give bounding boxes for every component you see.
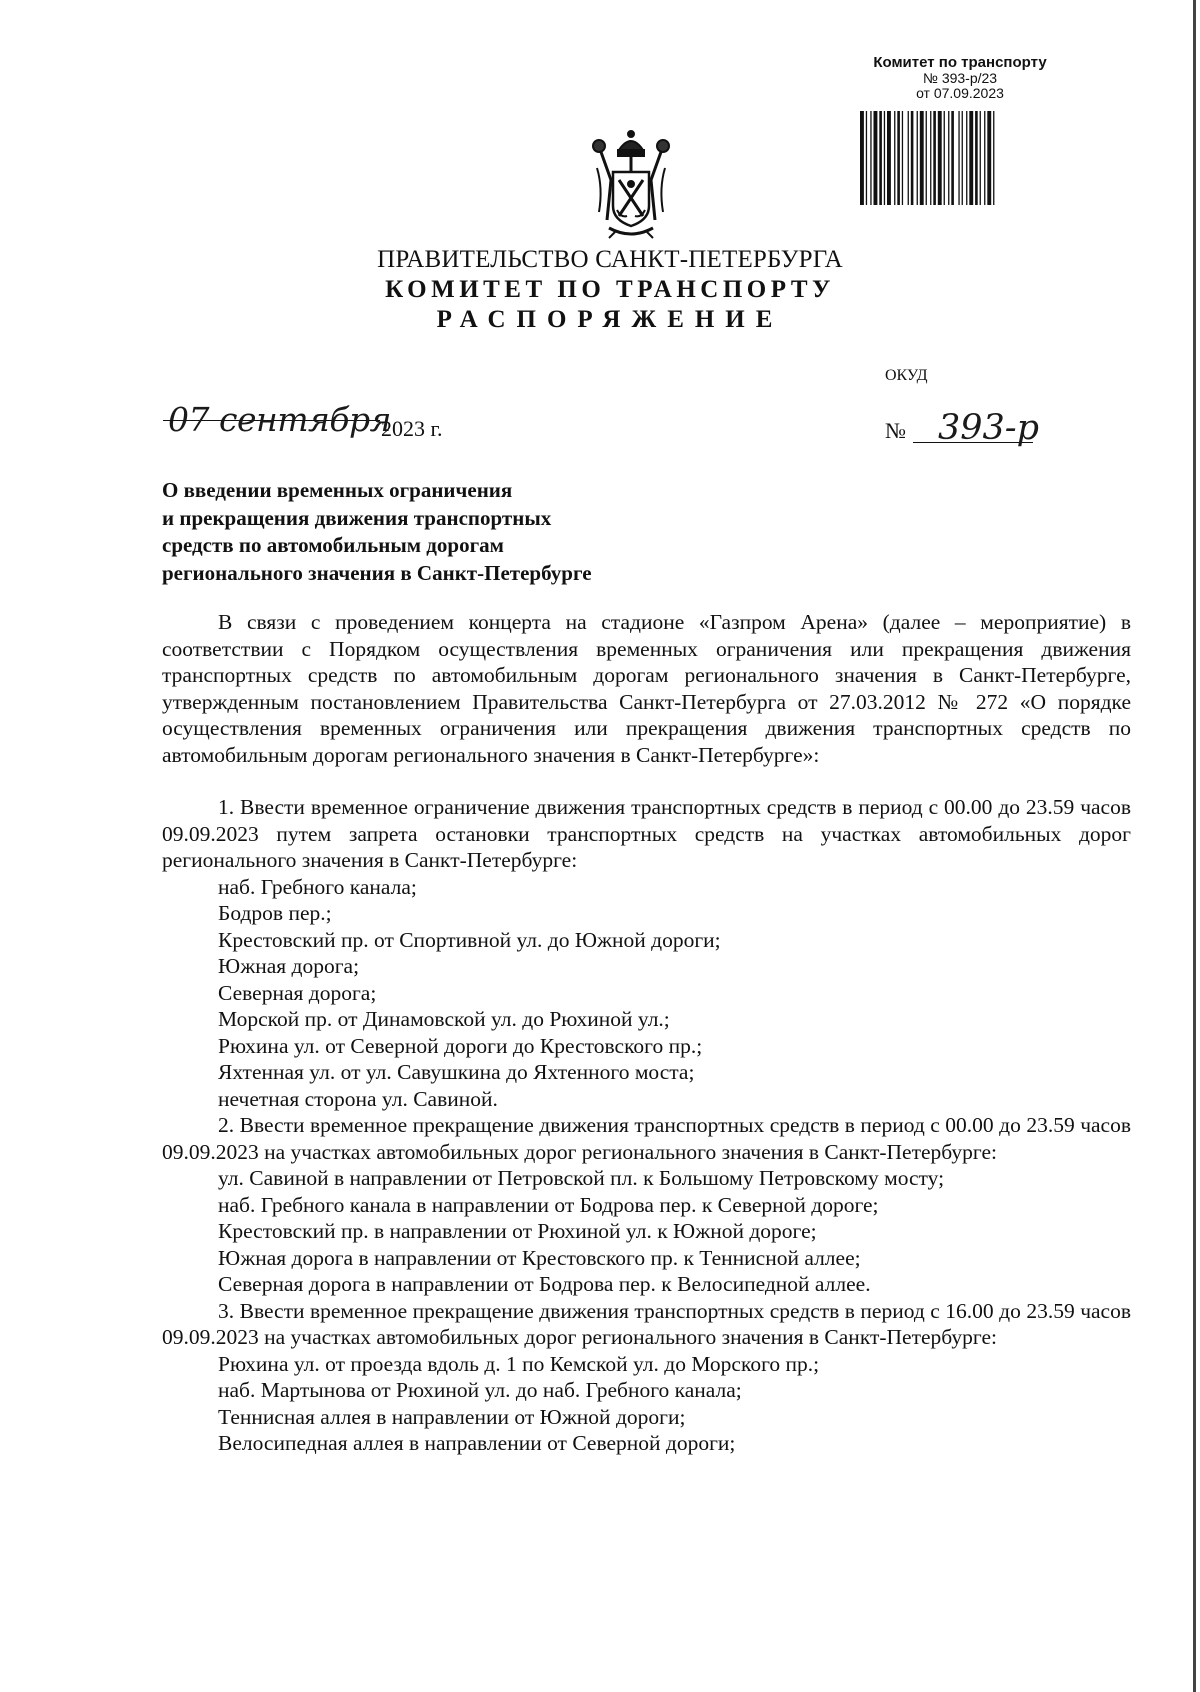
list-item: Рюхина ул. от проезда вдоль д. 1 по Кемской ул. до Морского пр.; — [218, 1351, 820, 1376]
preamble-paragraph: В связи с проведением концерта на стадионе «Газпром Арена» (далее – мероприятие) в соответствии с Порядком осуществления временных ограничения или прекращения движения транспортных средств по автомобильным дорогам регионального значения в Санкт-Петербурге, утвержденным постановлением Правительства Санкт-Петербурга от 27.03.2012 № 272 «О порядке осуществления временных ограничения или прекращения движения транспортных средств по автомобильным дорогам регионального значения в Санкт-Петербурге»: — [162, 610, 1131, 767]
document-body — [162, 609, 1131, 1457]
list-item: наб. Гребного канала в направлении от Бодрова пер. к Северной дороге; — [218, 1192, 879, 1217]
list-item: наб. Гребного канала; — [218, 874, 417, 899]
date-handwritten: 07 сентября — [168, 400, 391, 439]
list-item: Велосипедная аллея в направлении от Северной дороги; — [218, 1431, 736, 1455]
committee-title: КОМИТЕТ ПО ТРАНСПОРТУ — [385, 276, 835, 303]
list-item: Северная дорога; — [218, 980, 377, 1005]
coat-of-arms-icon — [589, 128, 673, 240]
list-item: ул. Савиной в направлении от Петровской пл. к Большому Петровскому мосту; — [218, 1166, 945, 1190]
document-subject — [162, 477, 592, 587]
list-item: Яхтенная ул. от ул. Савушкина до Яхтенного моста; — [218, 1060, 695, 1084]
subject-line: и прекращения движения транспортных — [162, 505, 552, 530]
list-item: Теннисная аллея в направлении от Южной дороги; — [218, 1404, 686, 1429]
document-type: РАСПОРЯЖЕНИЕ — [436, 306, 784, 333]
okud-label: ОКУД — [885, 367, 928, 384]
date-year: 2023 г. — [381, 416, 443, 441]
barcode-image — [858, 111, 1062, 205]
point-3-text: 3. Ввести временное прекращение движения транспортных средств в период с 16.00 до 23.59 часов 09.09.2023 на участках автомобильных дорог регионального значения в Санкт-Петербурге: — [162, 1298, 1131, 1349]
list-item: Морской пр. от Динамовской ул. до Рюхиной ул.; — [218, 1007, 670, 1031]
number-label: № — [885, 418, 906, 443]
number-handwritten: 393-р — [938, 408, 1040, 448]
government-title: ПРАВИТЕЛЬСТВО САНКТ-ПЕТЕРБУРГА — [377, 246, 843, 273]
list-item: Бодров пер.; — [218, 901, 332, 925]
subject-line: регионального значения в Санкт-Петербурге — [162, 560, 592, 585]
point-1-text: 1. Ввести временное ограничение движения транспортных средств в период с 00.00 до 23.59 часов 09.09.2023 путем запрета остановки транспортных средств на участках автомобильных дорог регионального значения в Санкт-Петербурге: — [162, 795, 1131, 872]
list-item: Северная дорога в направлении от Бодрова пер. к Велосипедной аллее. — [218, 1272, 871, 1296]
subject-line: средств по автомобильным дорогам — [162, 533, 504, 557]
list-item: Южная дорога в направлении от Крестовского пр. к Теннисной аллее; — [218, 1245, 861, 1270]
registration-stamp — [858, 54, 1062, 101]
list-item: Крестовский пр. от Спортивной ул. до Южной дороги; — [218, 927, 721, 952]
list-item: нечетная сторона ул. Савиной. — [218, 1086, 498, 1111]
list-item: Рюхина ул. от Северной дороги до Крестовского пр.; — [218, 1033, 703, 1058]
list-item: наб. Мартынова от Рюхиной ул. до наб. Гребного канала; — [218, 1378, 742, 1402]
stamp-date: от 07.09.2023 — [916, 85, 1004, 101]
list-item: Крестовский пр. в направлении от Рюхиной ул. к Южной дороге; — [218, 1219, 817, 1243]
point-2-text: 2. Ввести временное прекращение движения транспортных средств в период с 00.00 до 23.59 часов 09.09.2023 на участках автомобильных дорог регионального значения в Санкт-Петербурге: — [162, 1113, 1131, 1164]
stamp-title: Комитет по транспорту — [873, 54, 1047, 71]
stamp-number: № 393-р/23 — [922, 70, 998, 86]
subject-line: О введении временных ограничения — [162, 478, 513, 502]
list-item: Южная дорога; — [218, 954, 360, 978]
